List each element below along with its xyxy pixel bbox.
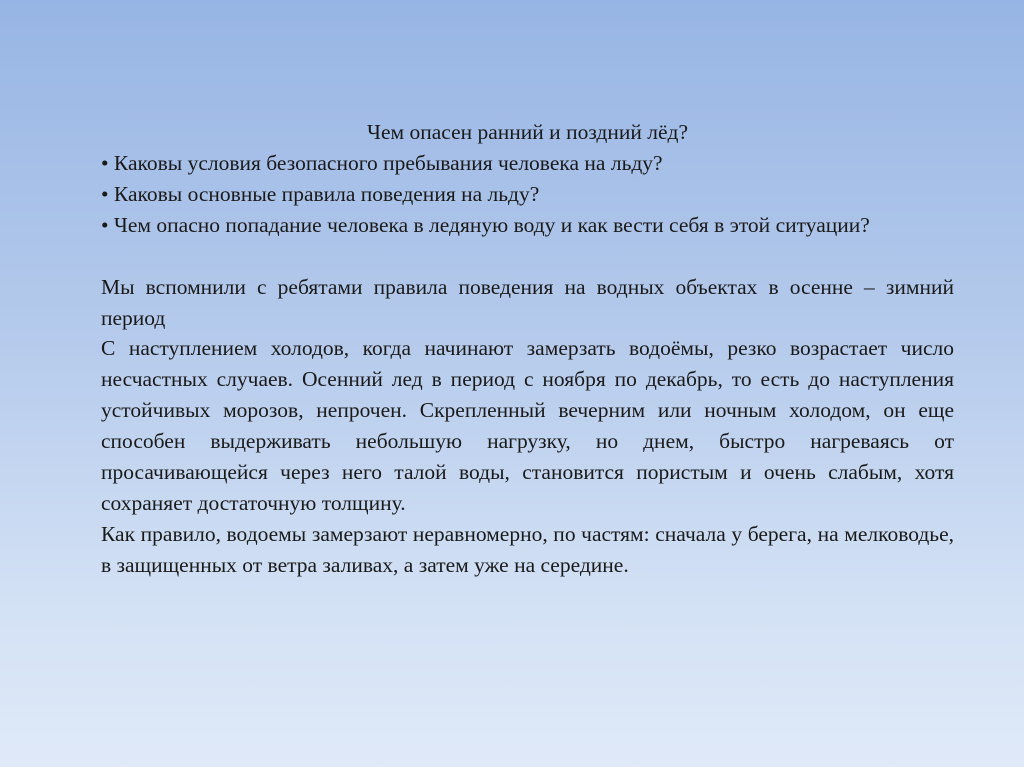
question-item: • Каковы условия безопасного пребывания человека на льду? xyxy=(101,150,663,175)
question-item: • Чем опасно попадание человека в ледяную воду и как вести себя в этой ситуации? xyxy=(101,212,870,237)
paragraph-ice-danger: С наступлением холодов, когда начинают замерзать водоёмы, резко возрастает число несчастных случаев. Осенний лед в период с ноября по декабрь, то есть до наступления устойчивых морозов, непрочен. Скрепленный вечерним или ночным холодом, он еще способен выдерживать небольшую нагрузку, но днем, быстро нагреваясь от просачивающейся через него талой воды, становится пористым и очень слабым, хотя сохраняет достаточную толщину. xyxy=(101,336,954,515)
slide-text-block xyxy=(101,117,954,581)
spacer xyxy=(101,241,954,272)
paragraph-freezing: Как правило, водоемы замерзают неравномерно, по частям: сначала у берега, на мелководье, в защищенных от ветра заливах, а затем уже на середине. xyxy=(101,521,954,577)
slide-title: Чем опасен ранний и поздний лёд? xyxy=(366,120,689,144)
question-item: • Каковы основные правила поведения на льду? xyxy=(101,181,540,206)
paragraph-intro: Мы вспомнили с ребятами правила поведения на водных объектах в осенне – зимний период xyxy=(101,274,954,330)
